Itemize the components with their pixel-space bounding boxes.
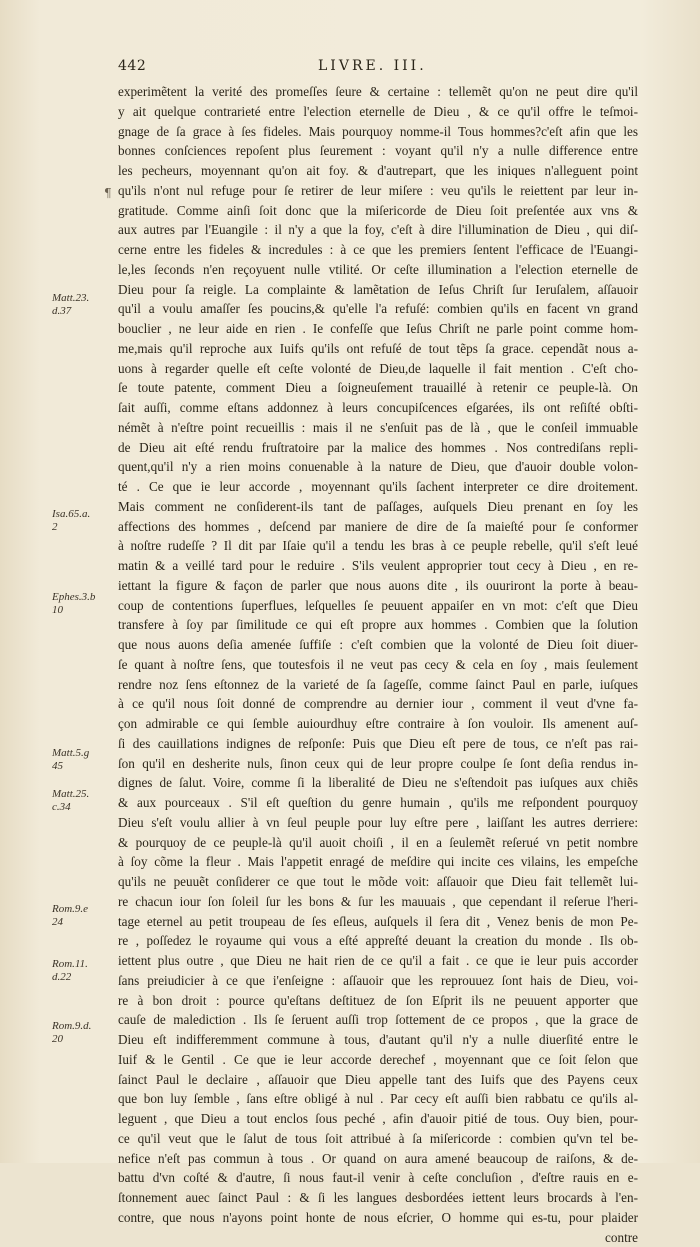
text-line: de Dieu ait eſté rendu fruſtratoire par la malice des hommes . Nos contrediſans repli-: [118, 438, 638, 458]
text-line: aux autres par l'Euangile : il n'y a que la foy, c'eſt à dire l'illumination de Dieu , qui diſ-: [118, 220, 638, 240]
margin-note: Rom.9.e 24: [52, 903, 110, 929]
text-line: affections des hommes , deſcend par maniere de dire de ſa maieſté pour ſe conformer: [118, 517, 638, 537]
text-line: re , poſſedez le royaume qui vous a eſté appreſté deuant la creation du monde . Ils ob-: [118, 931, 638, 951]
text-line: que nous auons deſia amenée ſuffiſe : c'eſt combien que la volonté de Dieu ſoit diuer-: [118, 635, 638, 655]
margin-note: Ephes.3.b 10: [52, 591, 110, 617]
margin-note: Matt.23. d.37: [52, 292, 110, 318]
text-line: ſe toute patente, comment Dieu a ſoigneuſement trauaillé à retenir ce peuple-là. On: [118, 378, 638, 398]
text-line: quent,qu'il n'y a rien moins conuenable à la nature de Dieu, que d'auoir double volon-: [118, 457, 638, 477]
text-line: battu d'vn coſté & d'autre, ſi nous faut-il venir à ceſte concluſion , d'eſtre rauis en e-: [118, 1168, 638, 1188]
margin-note: Rom.11. d.22: [52, 958, 110, 984]
text-line: transfere à ſoy par ſimilitude ce qui eſt propre aux hommes . Combien que la ſolution: [118, 615, 638, 635]
text-line: té . Ce que ie leur accorde , moyennant qu'ils ſachent interpreter ce dire droitement.: [118, 477, 638, 497]
text-line: qu'ils n'ont nul refuge pour ſe retirer de leur miſere : veu qu'ils le reiettent par leur in-: [118, 181, 638, 201]
text-line: ſon qu'il en desherite nuls, ſinon ceux qui de leur propre coulpe ſe ſont deſia rendus in-: [118, 754, 638, 774]
text-line: y ait quelque contrarieté entre l'election eternelle de Dieu , & ce qu'il offre le teſmoi-: [118, 102, 638, 122]
text-line: Iuif & le Gentil . Ce que ie leur accorde derechef , moyennant que ce ſoit ſelon que: [118, 1050, 638, 1070]
text-line: ſait auſſi, comme eſtans addonnez à leurs concupiſcences eſgarées, ils ont reſiſté obſti-: [118, 398, 638, 418]
text-line: re à bon droit : pource qu'eſtans deſtituez de ſon Eſprit ils ne peuuent apporter que: [118, 991, 638, 1011]
text-line: uons à regarder quelle eſt ceſte volonté de Dieu,de laquelle il fait mention . C'eſt cho-: [118, 359, 638, 379]
text-line: nefice n'eſt pas commun à tous . Or quand on aura amené beaucoup de raiſons, & de-: [118, 1149, 638, 1169]
text-line: coup de contentions ſuperflues, leſquelles ſe peuuent appaiſer en vn mot: c'eſt que Dieu: [118, 596, 638, 616]
text-line: çon admirable ce qui ſemble auiourdhuy eſtre contraire à ſon vouloir. Ils amenent auſ-: [118, 714, 638, 734]
text-line: qu'il a voulu amaſſer ſes poucins,& qu'elle l'a refuſé: combien qu'ils en facent vn grand: [118, 299, 638, 319]
text-line: némẽt à n'eſtre point recueillis : mais il ne s'enſuit pas de là , que le conſeil immuable: [118, 418, 638, 438]
text-line: ſainct Paul le declaire , aſſauoir que Dieu appelle tant des Iuifs que des Payens ceux: [118, 1070, 638, 1090]
text-line: les pecheurs, moyennant qu'on ait foy. & d'autrepart, que les iniques n'alleguent point: [118, 161, 638, 181]
margin-note: Matt.25. c.34: [52, 788, 110, 814]
text-line: Mais comment ne conſiderent-ils tant de paſſages, auſquels Dieu prenant en ſoy les: [118, 497, 638, 517]
text-line: & pourquoy de ce peuple-là qu'il auoit choiſi , il en a ſeulemẽt reſerué vn petit nombre: [118, 833, 638, 853]
running-title: LIVRE. III.: [318, 58, 427, 74]
text-line: gnage de ſa grace à ſes fideles. Mais pourquoy nomme-il Tous hommes?c'eſt afin que les: [118, 122, 638, 142]
text-line: bouclier , ne leur aide en rien . Ie confeſſe que Ieſus Chriſt ne parle point comme hom-: [118, 319, 638, 339]
text-line: ce qu'il veut que le ſalut de tous ſoit attribué à ſa miſericorde : combien qu'vn tel be-: [118, 1129, 638, 1149]
text-line: tage eternel au petit troupeau de ſes eſleus, auſquels il ſera dit , Venez benis de mon Pe-: [118, 912, 638, 932]
text-line: le,les ſeconds n'en reçoyuent nulle vtilité. Or ceſte illumination a l'election eternelle de: [118, 260, 638, 280]
text-line: qu'ils ne peuuẽt conſiderer ce que tout le mõde voit: aſſauoir que Dieu fait tellemẽt lui-: [118, 872, 638, 892]
text-line: Dieu s'eſt voulu allier à vn ſeul peuple pour luy eſtre pere , laiſſant les autres derriere:: [118, 813, 638, 833]
page-header: [118, 58, 638, 80]
text-line: cauſe de malediction . Ils ſe ſeruent auſſi trop ſottement de ce propos , que la grace de: [118, 1010, 638, 1030]
text-line: rendre noz ſens eſtonnez de la varieté de ſa ſageſſe, comme ſainct Paul en parle, iuſques: [118, 675, 638, 695]
text-line: gratitude. Comme ainſi ſoit donc que la miſericorde de Dieu ſoit preſentée aux vns &: [118, 201, 638, 221]
text-line: que bon luy ſemble , ſans eſtre obligé à nul . Par cecy eſt auſſi bien rabbatu ce qu'ils al-: [118, 1089, 638, 1109]
catchword: contre: [118, 1228, 638, 1247]
text-line: & aux pourceaux . S'il eſt queſtion du genre humain , qu'ils me reſpondent pourquoy: [118, 793, 638, 813]
text-line: ſtonnement auec ſainct Paul : & ſi les langues desbordées iettent leurs brocards à l'en-: [118, 1188, 638, 1208]
text-line: iettant la figure & façon de parler que nous auons dite , ils ouuriront la porte à beau-: [118, 576, 638, 596]
text-line: leguent , que Dieu a tout enclos ſous peché , afin d'auoir pitié de tous. Ouy bien, pour-: [118, 1109, 638, 1129]
text-line: Dieu pour ſa reigle. La complainte & lamẽtation de Ieſus Chriſt ſur Ieruſalem, aſſauoir: [118, 280, 638, 300]
text-line: ſans preiudicier à ce que i'enſeigne : aſſauoir que les reprouuez ſont hais de Dieu, voi-: [118, 971, 638, 991]
text-line: ſi des cauillations indignes de reſponſe: Puis que Dieu eſt pere de tous, ce n'eſt pas rai-: [118, 734, 638, 754]
text-line: iettent plus outre , que Dieu ne hait rien de ce qu'il a fait . ce que ie leur puis accorder: [118, 951, 638, 971]
margin-note: Rom.9.d. 20: [52, 1020, 110, 1046]
text-line: matin & a veillé tard pour le reduire . S'ils veulent approprier tout cecy à Dieu , en re-: [118, 556, 638, 576]
margin-ornament: ¶: [104, 186, 112, 200]
text-line: ſe quant à noſtre ſens, que toutesfois il ne veut pas cecy & cela en ſoy , mais ſeulement: [118, 655, 638, 675]
text-line: dignes de ſalut. Voire, comme ſi la liberalité de Dieu ne s'eſtendoit pas iuſques aux chiẽs: [118, 773, 638, 793]
text-line: à ce qu'il nous ſoit donné de comprendre au dernier iour , comment il veut d'vne fa-: [118, 694, 638, 714]
main-text-block: [118, 82, 638, 1247]
margin-note: Isa.65.a. 2: [52, 508, 110, 534]
page-number: 442: [118, 58, 146, 74]
text-line: re chacun iour ſon ſoleil ſur les bons & ſur les mauuais , que cependant il reſerue l'heri-: [118, 892, 638, 912]
text-line: contre, que nous n'ayons point honte de nous eſcrier, O homme qui es-tu, pour plaider: [118, 1208, 638, 1228]
text-line: à ſoy cõme la fleur . Mais l'appetit enragé de meſdire qui incite ces vilains, les empeſche: [118, 852, 638, 872]
text-line: à noſtre rudeſſe ? Il dit par Iſaie qu'il a tendu les bras à ce peuple rebelle, qu'il s'eſt leué: [118, 536, 638, 556]
text-line: experimẽtent la verité des promeſſes ſeure & certaine : tellemẽt qu'on ne peut dire qu'il: [118, 82, 638, 102]
text-line: Dieu eſt indifferemment commune à tous, d'autant qu'il n'y a nulle diuerſité entre le: [118, 1030, 638, 1050]
text-line: me,mais qu'il reproche aux Iuifs qu'ils ont refuſé de tout tẽps ſa grace. cependãt nous a-: [118, 339, 638, 359]
text-line: cerne entre les fideles & incredules : à ce que les premiers ſentent l'efficace de l'Euangi-: [118, 240, 638, 260]
margin-note: Matt.5.g 45: [52, 747, 110, 773]
text-line: bonnes conſciences repoſent plus ſeurement : voyant qu'il n'y a nulle difference entre: [118, 141, 638, 161]
